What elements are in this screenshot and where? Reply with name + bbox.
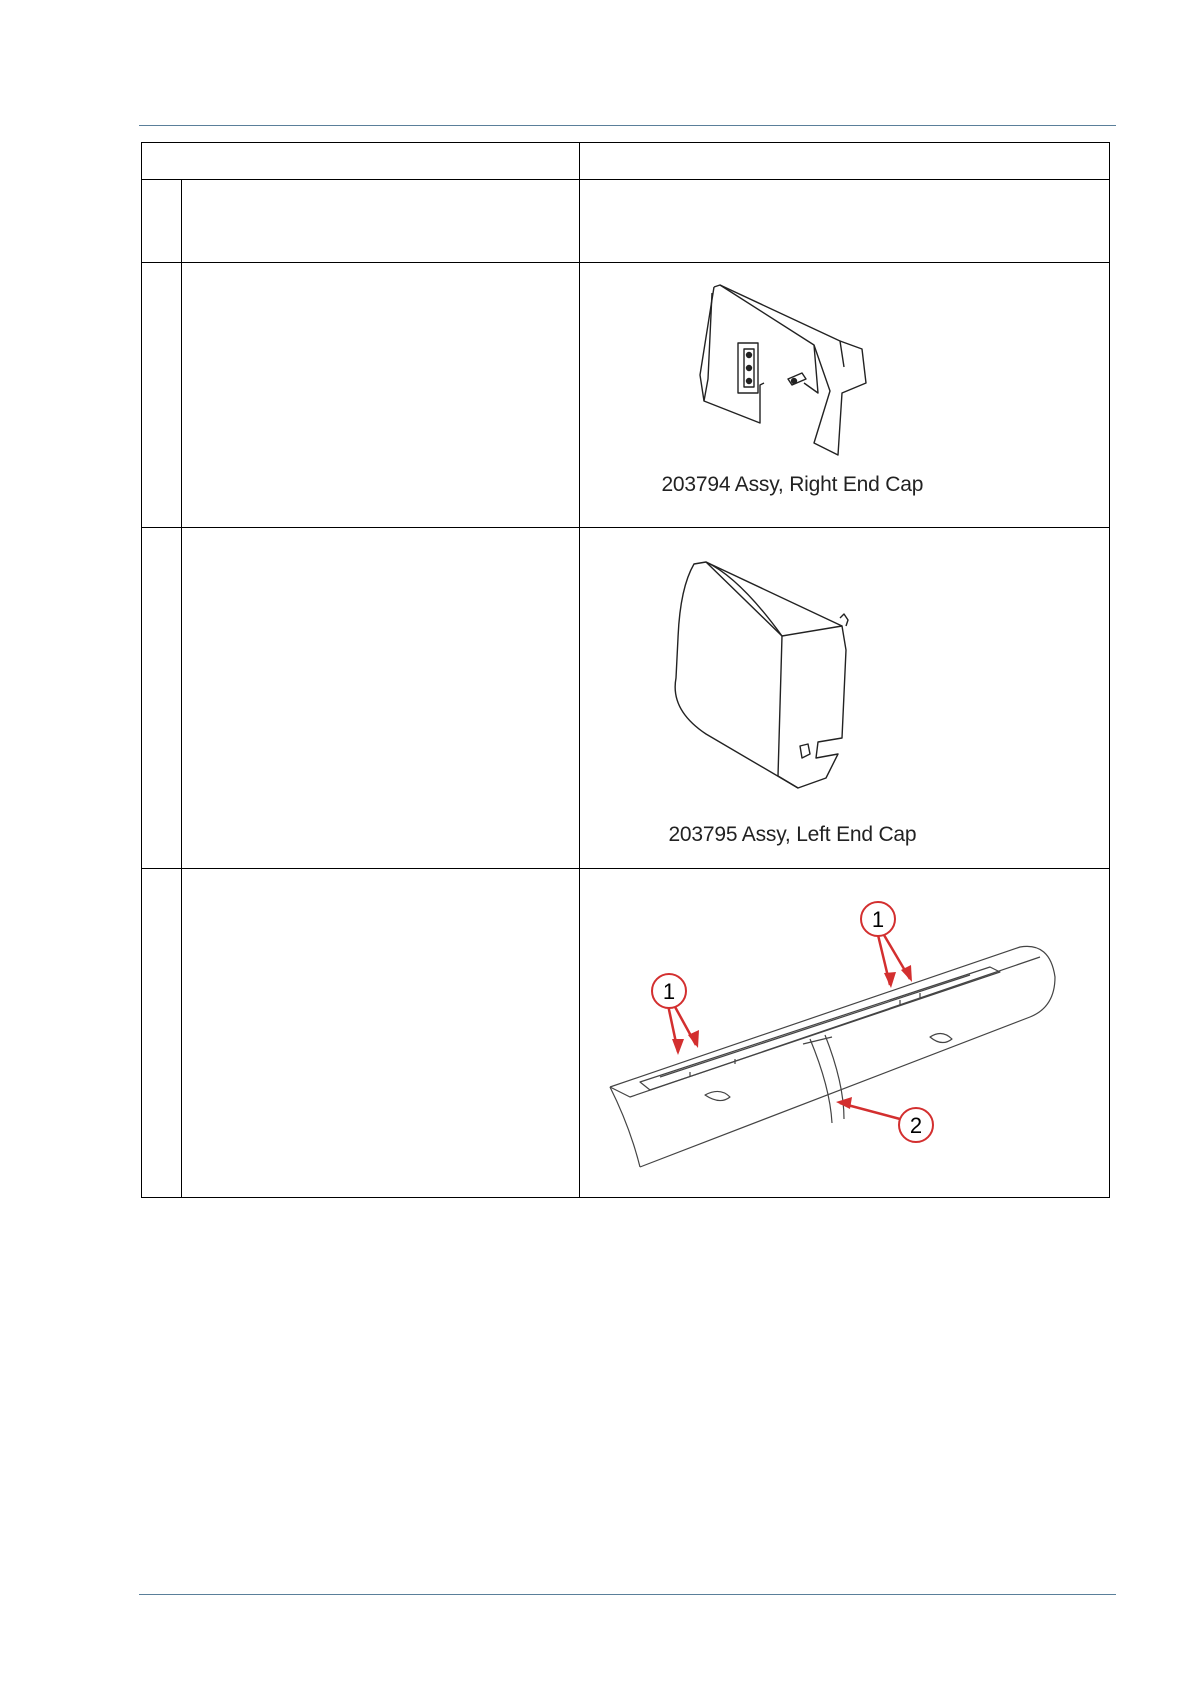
header-cell-steps xyxy=(142,143,580,180)
right-end-cap-drawing xyxy=(690,283,890,463)
procedure-table xyxy=(141,142,1110,1198)
callout-arrows xyxy=(668,935,910,1119)
callout-circle xyxy=(899,1108,933,1142)
step-text-cell xyxy=(182,263,580,528)
step-text-cell xyxy=(182,180,580,263)
right-end-cap-caption: 203794 Assy, Right End Cap xyxy=(661,473,924,496)
header-rule xyxy=(139,125,1116,126)
footer-rule xyxy=(139,1594,1116,1595)
rail-assembly-drawing xyxy=(600,887,1090,1187)
callout-circle xyxy=(652,974,686,1008)
step-image-cell xyxy=(580,263,1110,528)
svg-text:2: 2 xyxy=(910,1113,923,1138)
svg-text:1: 1 xyxy=(872,907,885,932)
svg-text:1: 1 xyxy=(663,979,676,1004)
step-image-cell xyxy=(580,180,1110,263)
step-number-cell xyxy=(142,869,182,1198)
header-cell-illustrations xyxy=(580,143,1110,180)
left-end-cap-caption: 203795 Assy, Left End Cap xyxy=(668,823,917,846)
step-number-cell xyxy=(142,263,182,528)
callout-circle xyxy=(861,902,895,936)
step-image-cell xyxy=(580,869,1110,1198)
step-image-cell xyxy=(580,528,1110,869)
table-row xyxy=(142,180,1110,263)
left-end-cap-drawing xyxy=(670,558,870,798)
step-text-cell xyxy=(182,869,580,1198)
step-number-cell xyxy=(142,180,182,263)
table-header-row xyxy=(142,143,1110,180)
table-row xyxy=(142,263,1110,528)
step-number-cell xyxy=(142,528,182,869)
table-row xyxy=(142,528,1110,869)
table-row xyxy=(142,869,1110,1198)
step-text-cell xyxy=(182,528,580,869)
